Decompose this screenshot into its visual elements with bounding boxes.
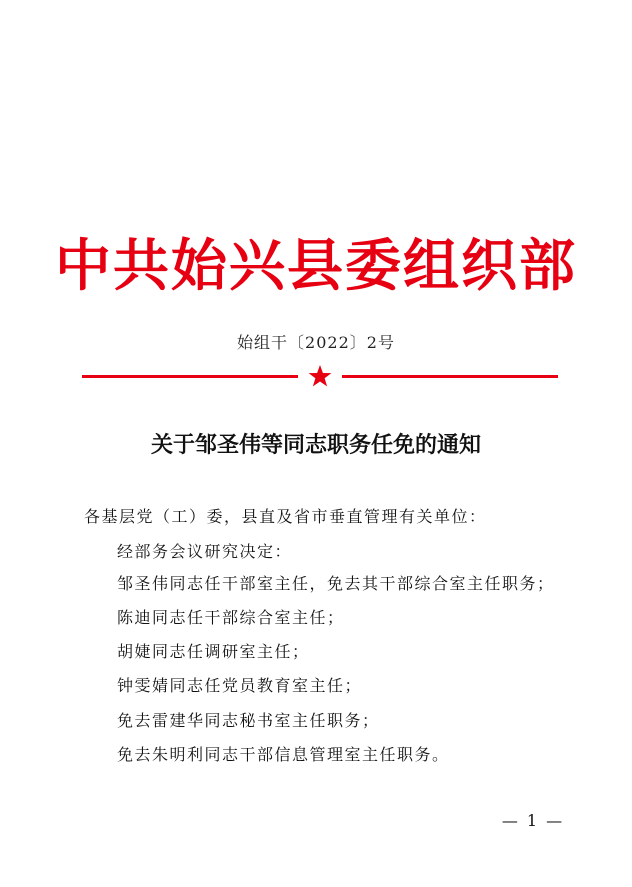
document-number: 始组干〔2022〕2号 <box>237 333 395 352</box>
star-icon <box>308 364 332 388</box>
divider-rule-right <box>342 375 558 378</box>
issuer-header: 中共始兴县委组织部 <box>55 233 577 299</box>
body-line: 免去雷建华同志秘书室主任职务； <box>117 711 380 730</box>
body-line: 经部务会议研究决定： <box>117 542 293 561</box>
body-line: 胡婕同志任调研室主任； <box>117 642 310 661</box>
divider-rule-left <box>82 375 298 378</box>
red-divider <box>82 364 558 390</box>
body-line: 邹圣伟同志任干部室主任，免去其干部综合室主任职务； <box>117 574 555 593</box>
body-line: 陈迪同志任干部综合室主任； <box>117 608 345 627</box>
page-number: — 1 — <box>501 811 565 830</box>
recipients-line: 各基层党（工）委，县直及省市垂直管理有关单位： <box>84 507 487 526</box>
notice-title: 关于邹圣伟等同志职务任免的通知 <box>150 432 481 458</box>
body-line: 钟雯婧同志任党员教育室主任； <box>117 676 363 695</box>
body-line: 免去朱明利同志干部信息管理室主任职务。 <box>117 745 450 764</box>
